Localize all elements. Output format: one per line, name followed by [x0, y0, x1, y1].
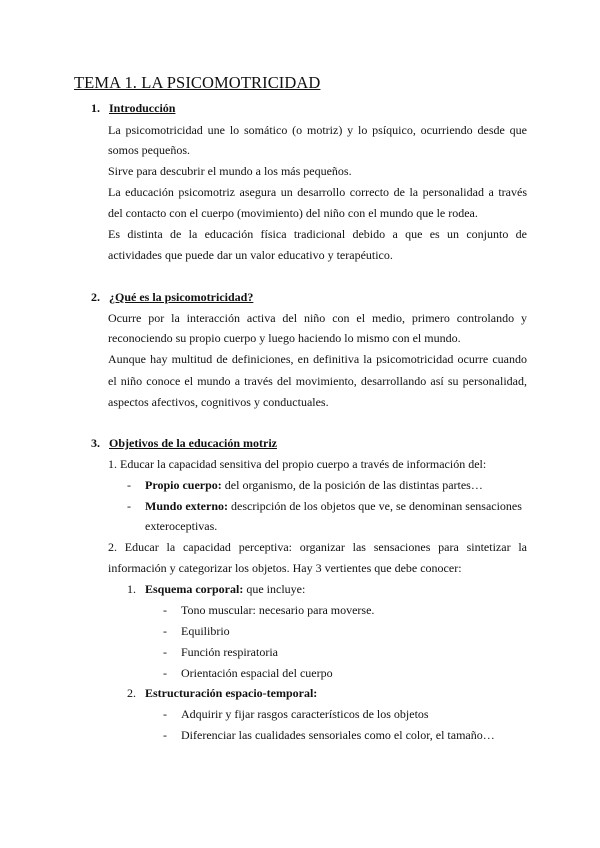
- paragraph-line: somos pequeños.: [108, 143, 190, 157]
- bullet-dash: -: [127, 499, 131, 513]
- paragraph-line: 1. Educar la capacidad sensitiva del propio cuerpo a través de información del:: [108, 457, 487, 471]
- sublist-item: Equilibrio: [181, 624, 230, 638]
- sublist-text: que incluye:: [243, 582, 306, 596]
- sublist-item: Función respiratoria: [181, 645, 278, 659]
- bullet-dash: -: [163, 707, 167, 721]
- bullet-item: [145, 478, 483, 493]
- sublist-number: 2.: [127, 686, 136, 700]
- paragraph-line: 2. Educar la capacidad perceptiva: organizar las sensaciones para sintetizar la: [108, 540, 527, 554]
- section-number: 3.: [91, 436, 100, 450]
- bullet-dash: -: [163, 645, 167, 659]
- paragraph-line: reconociendo su propio cuerpo y luego haciendo lo mismo con el mundo.: [108, 331, 461, 345]
- bullet-dash: -: [127, 478, 131, 492]
- section-heading: ¿Qué es la psicomotricidad?: [109, 290, 254, 304]
- bullet-text: descripción de los objetos que ve, se denominan sensaciones: [228, 499, 522, 513]
- bullet-dash: -: [163, 728, 167, 742]
- sublist-item: Adquirir y fijar rasgos característicos de los objetos: [181, 707, 429, 721]
- section-number: 1.: [91, 101, 100, 115]
- bullet-dash: -: [163, 603, 167, 617]
- bullet-continuation: exteroceptivas.: [145, 519, 218, 533]
- paragraph-line: La psicomotricidad une lo somático (o motriz) y lo psíquico, ocurriendo desde que: [108, 123, 527, 137]
- bullet-text: del organismo, de la posición de las distintas partes…: [221, 478, 483, 492]
- sublist-heading: [145, 686, 317, 701]
- paragraph-line: actividades que puede dar un valor educativo y terapéutico.: [108, 248, 393, 262]
- paragraph-line: Aunque hay multitud de definiciones, en definitiva la psicomotricidad ocurre cuando: [108, 352, 527, 366]
- sublist-term: Esquema corporal:: [145, 582, 244, 596]
- sublist-item: Orientación espacial del cuerpo: [181, 666, 333, 680]
- paragraph-line: aspectos afectivos, cognitivos y conductuales.: [108, 395, 329, 409]
- section-number: 2.: [91, 290, 100, 304]
- paragraph-line: La educación psicomotriz asegura un desarrollo correcto de la personalidad a través: [108, 185, 527, 199]
- sublist-item: Diferenciar las cualidades sensoriales como el color, el tamaño…: [181, 728, 495, 742]
- page-title: TEMA 1. LA PSICOMOTRICIDAD: [74, 73, 321, 92]
- bullet-term: Mundo externo:: [145, 499, 228, 513]
- section-heading: Introducción: [109, 101, 176, 115]
- paragraph-line: Sirve para descubrir el mundo a los más pequeños.: [108, 164, 352, 178]
- paragraph-line: Ocurre por la interacción activa del niño con el medio, primero controlando y: [108, 311, 527, 325]
- paragraph-line: del contacto con el cuerpo (movimiento) del niño con el mundo que le rodea.: [108, 206, 478, 220]
- sublist-number: 1.: [127, 582, 136, 596]
- paragraph-line: información y categorizar los objetos. Hay 3 vertientes que debe conocer:: [108, 561, 462, 575]
- sublist-term: Estructuración espacio-temporal:: [145, 686, 318, 700]
- bullet-dash: -: [163, 666, 167, 680]
- section-heading: Objetivos de la educación motriz: [109, 436, 277, 450]
- paragraph-line: el niño conoce el mundo a través del movimiento, desarrollando así su personalidad,: [108, 374, 527, 388]
- sublist-heading: [145, 582, 305, 597]
- paragraph-line: Es distinta de la educación física tradicional debido a que es un conjunto de: [108, 227, 527, 241]
- sublist-item: Tono muscular: necesario para moverse.: [181, 603, 375, 617]
- bullet-item: [145, 499, 522, 514]
- bullet-term: Propio cuerpo:: [145, 478, 222, 492]
- bullet-dash: -: [163, 624, 167, 638]
